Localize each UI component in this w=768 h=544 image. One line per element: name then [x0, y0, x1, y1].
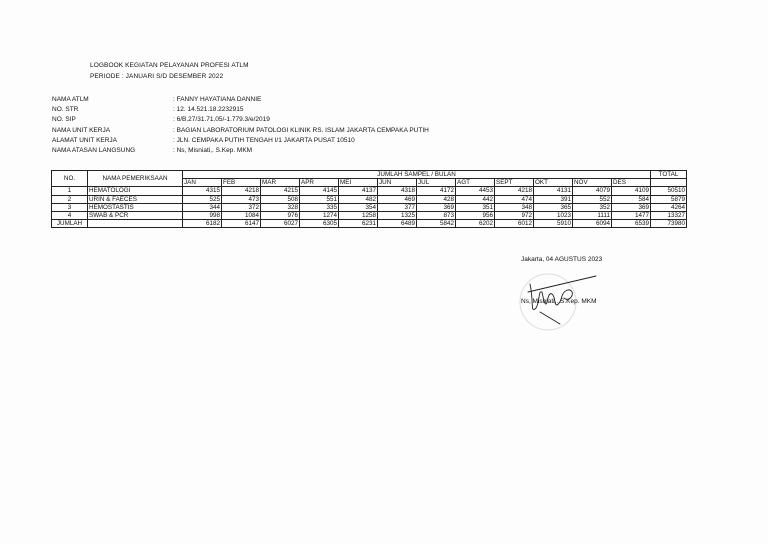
row-value: 4315 [183, 187, 222, 195]
month-header: FEB [222, 179, 261, 187]
month-header: JUN [378, 179, 417, 187]
row-number: 3 [52, 203, 88, 211]
row-total: 50510 [651, 187, 687, 195]
row-value: 4172 [417, 187, 456, 195]
row-total: 13327 [651, 212, 687, 220]
col-total-header: TOTAL [651, 171, 687, 179]
row-value: 369 [612, 203, 651, 211]
sum-value: 6094 [573, 220, 612, 228]
row-value: 551 [300, 195, 339, 203]
info-label: ALAMAT UNIT KERJA [52, 136, 118, 144]
month-header: SEPT [495, 179, 534, 187]
row-value: 1111 [573, 212, 612, 220]
col-group-header: JUMLAH SAMPEL / BULAN [183, 171, 651, 179]
row-value: 391 [534, 195, 573, 203]
row-value: 4145 [300, 187, 339, 195]
row-value: 525 [183, 195, 222, 203]
total-header-blank [651, 179, 687, 187]
sum-value: 6539 [612, 220, 651, 228]
table-row [52, 195, 687, 203]
row-exam-name: SWAB & PCR [88, 212, 183, 220]
signature-name: Ns, Misniati,. S.Kep. MKM [521, 298, 597, 305]
row-exam-name: HEMOSTASTIS [88, 203, 183, 211]
sum-value: 6231 [339, 220, 378, 228]
table-header-row [52, 171, 687, 179]
row-value: 4318 [378, 187, 417, 195]
row-value: 354 [339, 203, 378, 211]
month-header: MEI [339, 179, 378, 187]
table-row [52, 203, 687, 211]
signature-scribble-icon [500, 262, 600, 332]
month-header: NOV [573, 179, 612, 187]
table-row [52, 212, 687, 220]
info-value: : 12. 14.521.18.2232915 [173, 106, 244, 114]
row-value: 873 [417, 212, 456, 220]
row-value: 377 [378, 203, 417, 211]
row-value: 1084 [222, 212, 261, 220]
info-label: NAMA ATLM [52, 96, 89, 103]
row-total: 4264 [651, 203, 687, 211]
row-value: 365 [534, 203, 573, 211]
row-value: 369 [417, 203, 456, 211]
signature-place-date: Jakarta, 04 AGUSTUS 2023 [521, 256, 603, 263]
row-value: 1477 [612, 212, 651, 220]
info-label: NO. SIP [52, 116, 76, 124]
row-value: 428 [417, 195, 456, 203]
month-header: JUL [417, 179, 456, 187]
row-value: 474 [495, 195, 534, 203]
sum-value: 6027 [261, 220, 300, 228]
row-value: 482 [339, 195, 378, 203]
month-header: APR [300, 179, 339, 187]
row-value: 469 [378, 195, 417, 203]
row-value: 4109 [612, 187, 651, 195]
row-value: 552 [573, 195, 612, 203]
sum-total: 73980 [651, 220, 687, 228]
row-value: 4137 [339, 187, 378, 195]
sum-label: JUMLAH [52, 220, 88, 228]
document-title: LOGBOOK KEGIATAN PELAYANAN PROFESI ATLM [90, 62, 249, 69]
row-value: 4218 [495, 187, 534, 195]
document-period: PERIODE : JANUARI S/D DESEMBER 2022 [90, 73, 224, 80]
row-total: 5879 [651, 195, 687, 203]
row-value: 442 [456, 195, 495, 203]
row-value: 344 [183, 203, 222, 211]
month-header: AGT [456, 179, 495, 187]
row-value: 335 [300, 203, 339, 211]
row-number: 1 [52, 187, 88, 195]
row-exam-name: HEMATOLOGI [88, 187, 183, 195]
row-value: 348 [495, 203, 534, 211]
info-label: NO. STR [52, 106, 79, 114]
sum-value: 5910 [534, 220, 573, 228]
sum-value: 6012 [495, 220, 534, 228]
row-value: 351 [456, 203, 495, 211]
row-value: 976 [261, 212, 300, 220]
info-value: : JLN. CEMPAKA PUTIH TENGAH I/1 JAKARTA PUSAT 10510 [173, 136, 355, 144]
row-value: 1325 [378, 212, 417, 220]
row-value: 328 [261, 203, 300, 211]
sum-value: 6202 [456, 220, 495, 228]
table-sum-row [52, 220, 687, 228]
row-value: 956 [456, 212, 495, 220]
row-value: 372 [222, 203, 261, 211]
sum-value: 6182 [183, 220, 222, 228]
row-number: 4 [52, 212, 88, 220]
sum-value: 5842 [417, 220, 456, 228]
row-value: 4218 [222, 187, 261, 195]
row-value: 998 [183, 212, 222, 220]
row-value: 4215 [261, 187, 300, 195]
row-exam-name: URIN & FAECES [88, 195, 183, 203]
row-value: 1023 [534, 212, 573, 220]
info-label: NAMA ATASAN LANGSUNG [52, 146, 136, 154]
row-number: 2 [52, 195, 88, 203]
row-value: 972 [495, 212, 534, 220]
row-value: 352 [573, 203, 612, 211]
row-value: 4453 [456, 187, 495, 195]
sum-value: 6305 [300, 220, 339, 228]
table-row [52, 187, 687, 195]
month-header: OKT [534, 179, 573, 187]
row-value: 1258 [339, 212, 378, 220]
row-value: 4131 [534, 187, 573, 195]
month-header: JAN [183, 179, 222, 187]
logbook-table [51, 170, 687, 228]
info-value: : BAGIAN LABORATORIUM PATOLOGI KLINIK RS. ISLAM JAKARTA CEMPAKA PUTIH [173, 126, 429, 134]
row-value: 4079 [573, 187, 612, 195]
info-label: NAMA UNIT KERJA [52, 126, 111, 134]
info-value: : Ns, Misniati,. S.Kep. MKM [173, 146, 253, 154]
info-value: : 6/B.27/31.71.05/-1.779.3/e/2019 [173, 116, 270, 124]
sum-blank [88, 220, 183, 228]
col-name-header: NAMA PEMERIKSAAN [88, 171, 183, 187]
month-header: MAR [261, 179, 300, 187]
row-value: 584 [612, 195, 651, 203]
row-value: 473 [222, 195, 261, 203]
sum-value: 6489 [378, 220, 417, 228]
info-value: : FANNY HAYATIANA DANNIE [173, 96, 262, 103]
row-value: 1274 [300, 212, 339, 220]
row-value: 508 [261, 195, 300, 203]
month-header: DES [612, 179, 651, 187]
sum-value: 6147 [222, 220, 261, 228]
col-no-header: NO. [52, 171, 88, 187]
